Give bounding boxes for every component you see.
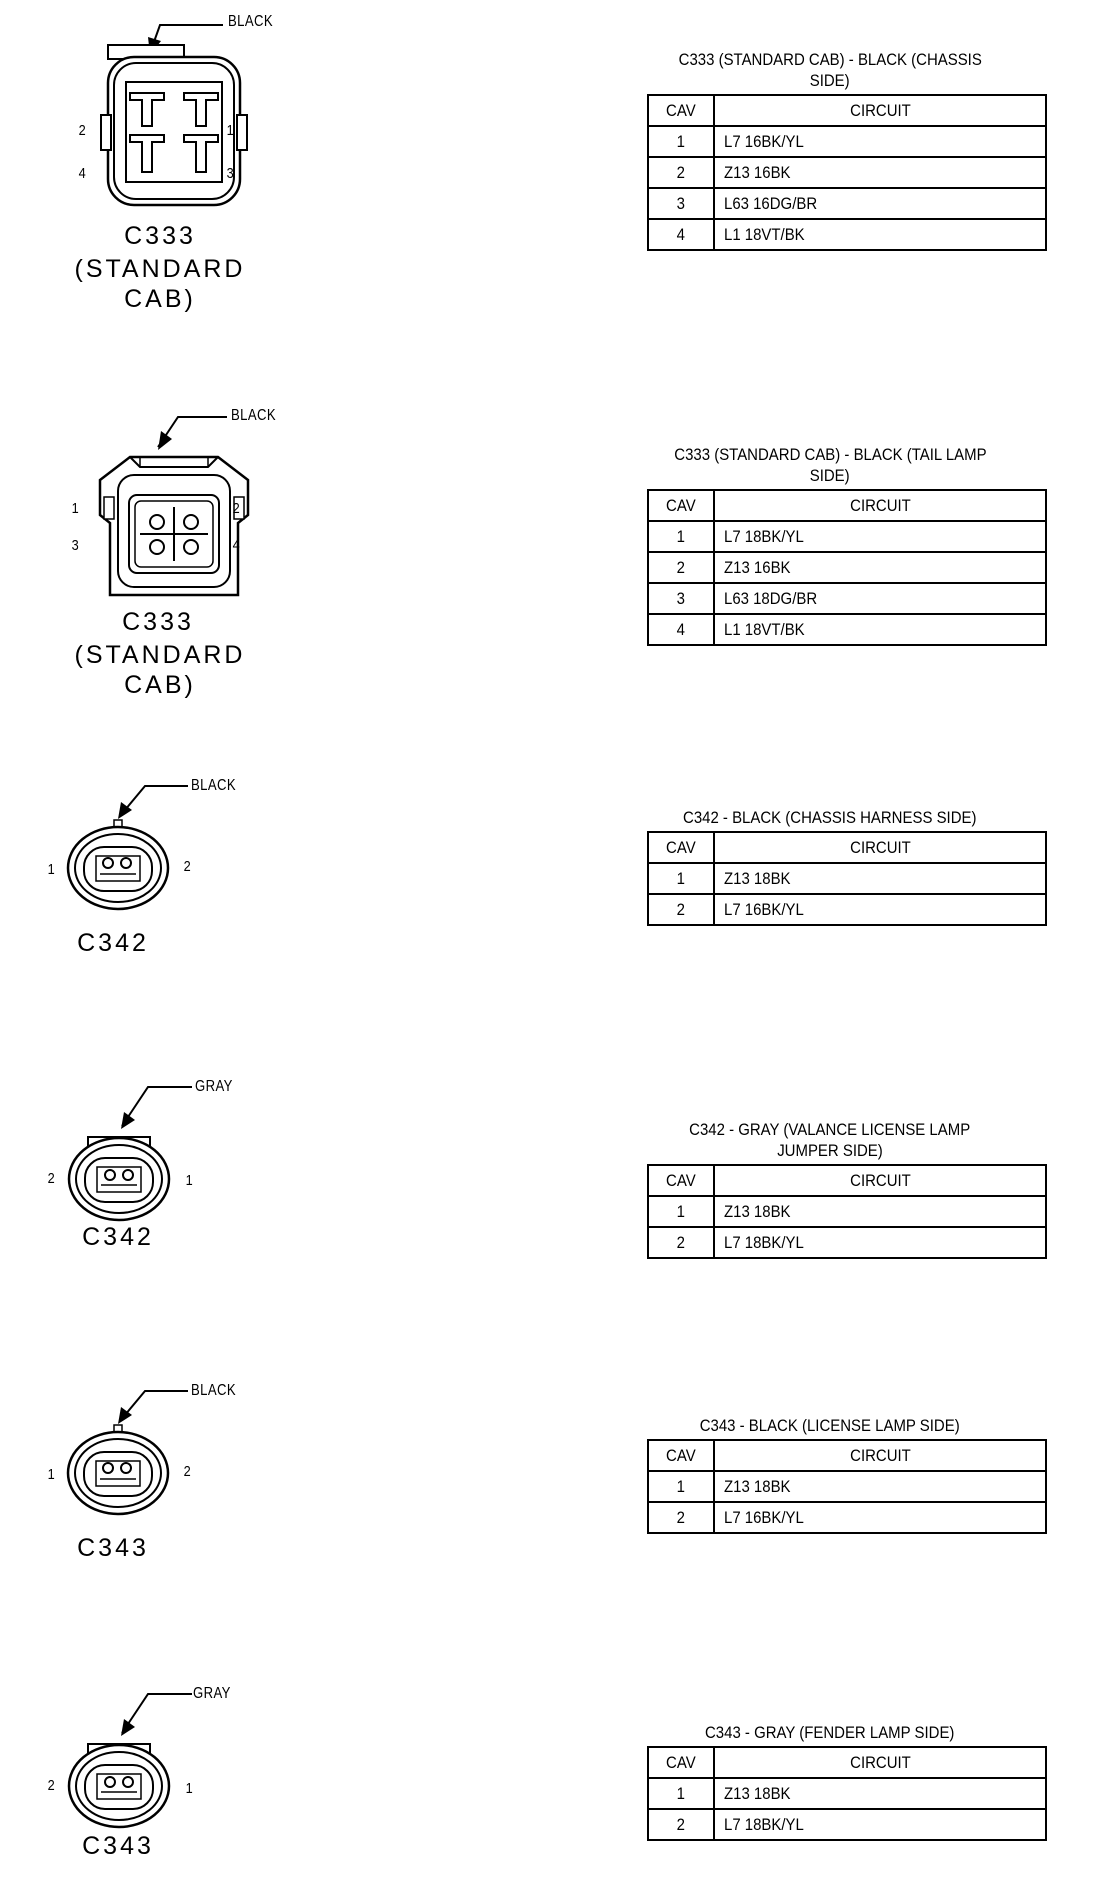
circuit-cell: L63 16DG/BR xyxy=(714,188,1046,219)
cav-cell: 2 xyxy=(648,1809,714,1840)
connector-name: C342 xyxy=(82,1223,154,1251)
circuit-cell: Z13 18BK xyxy=(714,1471,1046,1502)
table-title-line: JUMPER SIDE) xyxy=(777,1141,883,1160)
connector-figure xyxy=(0,1682,330,1890)
table-header-row xyxy=(648,1165,1046,1196)
pin-label: 1 xyxy=(226,122,234,139)
table-title xyxy=(610,444,1050,489)
table-title xyxy=(610,807,1050,831)
circuit-cell: L7 16BK/YL xyxy=(714,126,1046,157)
circuit-cell: Z13 16BK xyxy=(714,552,1046,583)
table-title-line: SIDE) xyxy=(810,71,850,90)
circuit-cell: L7 18BK/YL xyxy=(714,521,1046,552)
cavity-table-block xyxy=(610,1415,1050,1534)
pin-label: 1 xyxy=(71,500,79,517)
header-circuit: CIRCUIT xyxy=(714,1165,1046,1196)
header-cav: CAV xyxy=(648,490,714,521)
pin-label: 1 xyxy=(47,1466,55,1483)
circuit-cell: Z13 16BK xyxy=(714,157,1046,188)
pin-label: 2 xyxy=(47,1777,55,1794)
connector-name: C342 xyxy=(77,929,149,957)
cav-cell: 2 xyxy=(648,1502,714,1533)
table-header-row xyxy=(648,832,1046,863)
circuit-cell: Z13 18BK xyxy=(714,1196,1046,1227)
table-row xyxy=(648,1502,1046,1533)
header-circuit: CIRCUIT xyxy=(714,490,1046,521)
connector-figure xyxy=(0,770,330,1070)
header-cav: CAV xyxy=(648,1747,714,1778)
cav-cell: 3 xyxy=(648,188,714,219)
pin-label: 2 xyxy=(183,1463,191,1480)
connector-name: C343 xyxy=(77,1534,149,1562)
pin-label: 3 xyxy=(226,165,234,182)
connector-block-c342-black xyxy=(0,770,1120,1070)
pin-label: 2 xyxy=(183,858,191,875)
connector-block-c342-gray xyxy=(0,1075,1120,1375)
connector-figure xyxy=(0,1375,330,1675)
header-circuit: CIRCUIT xyxy=(714,832,1046,863)
circuit-cell: L7 18BK/YL xyxy=(714,1227,1046,1258)
circuit-cell: L7 18BK/YL xyxy=(714,1809,1046,1840)
cavity-table-block xyxy=(610,444,1050,646)
table-row xyxy=(648,1227,1046,1258)
connector-subtitle: (STANDARD CAB) xyxy=(74,255,246,313)
header-cav: CAV xyxy=(648,95,714,126)
table-title-line: C343 - BLACK (LICENSE LAMP SIDE) xyxy=(700,1416,960,1435)
cav-cell: 3 xyxy=(648,583,714,614)
cav-cell: 1 xyxy=(648,863,714,894)
pin-label: 1 xyxy=(185,1172,193,1189)
cavity-table xyxy=(647,1439,1047,1534)
circuit-cell: L63 18DG/BR xyxy=(714,583,1046,614)
table-title-line: SIDE) xyxy=(810,466,850,485)
cav-cell: 4 xyxy=(648,219,714,250)
pin-label: 2 xyxy=(232,500,240,517)
connector-figure xyxy=(0,395,330,699)
callout-color: BLACK xyxy=(231,407,277,424)
cavity-table xyxy=(647,489,1047,646)
cavity-table xyxy=(647,1746,1047,1841)
circuit-cell: Z13 18BK xyxy=(714,863,1046,894)
cavity-table xyxy=(647,1164,1047,1259)
pin-label: 1 xyxy=(185,1780,193,1797)
table-title-line: C342 - BLACK (CHASSIS HARNESS SIDE) xyxy=(683,808,977,827)
callout-color: GRAY xyxy=(193,1685,231,1702)
cav-cell: 1 xyxy=(648,1196,714,1227)
table-title-line: C343 - GRAY (FENDER LAMP SIDE) xyxy=(705,1723,955,1742)
connector-name: C343 xyxy=(82,1832,154,1860)
cav-cell: 2 xyxy=(648,1227,714,1258)
connector-name: C333 xyxy=(122,608,194,636)
circuit-cell: L7 16BK/YL xyxy=(714,1502,1046,1533)
connector-block-c343-gray xyxy=(0,1682,1120,1890)
header-circuit: CIRCUIT xyxy=(714,95,1046,126)
table-row xyxy=(648,1778,1046,1809)
circuit-cell: L1 18VT/BK xyxy=(714,219,1046,250)
connector-round-2pin-icon xyxy=(0,1375,330,1675)
circuit-cell: L7 16BK/YL xyxy=(714,894,1046,925)
cav-cell: 4 xyxy=(648,614,714,645)
callout-color: BLACK xyxy=(191,777,237,794)
callout-color: BLACK xyxy=(228,13,274,30)
table-header-row xyxy=(648,1440,1046,1471)
connector-name: C333 xyxy=(124,222,196,250)
callout-color: GRAY xyxy=(195,1078,233,1095)
table-title-line: C333 (STANDARD CAB) - BLACK (TAIL LAMP xyxy=(673,445,987,464)
cav-cell: 1 xyxy=(648,521,714,552)
pin-label: 4 xyxy=(78,165,86,182)
table-title-line: C333 (STANDARD CAB) - BLACK (CHASSIS xyxy=(678,50,982,69)
pin-label: 1 xyxy=(47,861,55,878)
header-cav: CAV xyxy=(648,832,714,863)
table-title xyxy=(610,1415,1050,1439)
table-row xyxy=(648,552,1046,583)
connector-block-c343-black xyxy=(0,1375,1120,1675)
table-row xyxy=(648,1471,1046,1502)
table-row xyxy=(648,583,1046,614)
table-header-row xyxy=(648,490,1046,521)
table-row xyxy=(648,614,1046,645)
pin-label: 2 xyxy=(47,1170,55,1187)
circuit-cell: Z13 18BK xyxy=(714,1778,1046,1809)
cavity-table xyxy=(647,831,1047,926)
cav-cell: 1 xyxy=(648,1471,714,1502)
table-row xyxy=(648,1809,1046,1840)
cav-cell: 2 xyxy=(648,552,714,583)
pin-label: 4 xyxy=(232,537,240,554)
connector-subtitle: (STANDARD CAB) xyxy=(74,641,246,699)
cavity-table-block xyxy=(610,1119,1050,1259)
cavity-table-block xyxy=(610,1722,1050,1841)
cav-cell: 1 xyxy=(648,1778,714,1809)
header-circuit: CIRCUIT xyxy=(714,1747,1046,1778)
cav-cell: 2 xyxy=(648,894,714,925)
table-header-row xyxy=(648,1747,1046,1778)
table-row xyxy=(648,863,1046,894)
pin-label: 3 xyxy=(71,537,79,554)
table-row xyxy=(648,521,1046,552)
header-cav: CAV xyxy=(648,1440,714,1471)
table-title xyxy=(610,1119,1050,1164)
header-circuit: CIRCUIT xyxy=(714,1440,1046,1471)
cav-cell: 1 xyxy=(648,126,714,157)
connector-block-c333-tail-lamp xyxy=(0,0,1120,699)
pin-label: 2 xyxy=(78,122,86,139)
header-cav: CAV xyxy=(648,1165,714,1196)
table-title xyxy=(610,1722,1050,1746)
connector-figure xyxy=(0,1075,330,1375)
cavity-table-block xyxy=(610,807,1050,926)
circuit-cell: L1 18VT/BK xyxy=(714,614,1046,645)
callout-color: BLACK xyxy=(191,1382,237,1399)
cav-cell: 2 xyxy=(648,157,714,188)
table-row xyxy=(648,1196,1046,1227)
table-row xyxy=(648,894,1046,925)
connector-round-2pin-icon xyxy=(0,770,330,1070)
table-title-line: C342 - GRAY (VALANCE LICENSE LAMP xyxy=(689,1120,971,1139)
